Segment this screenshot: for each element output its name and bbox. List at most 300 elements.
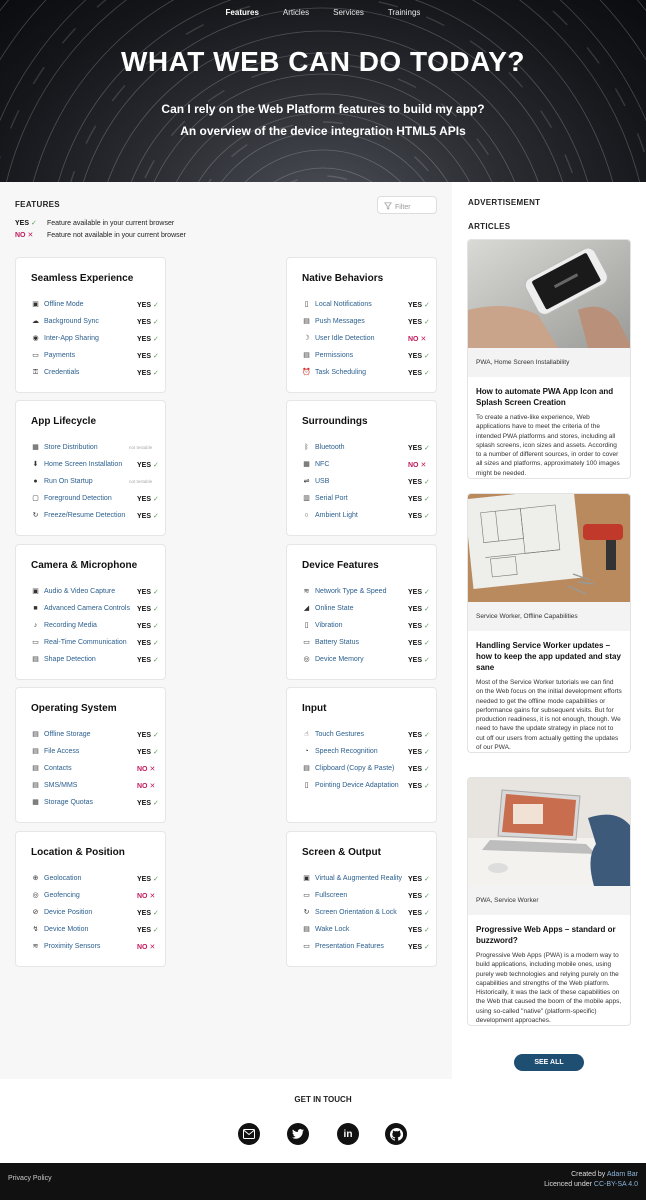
- status-yes: YES ✓: [137, 512, 159, 520]
- github-icon[interactable]: [385, 1123, 407, 1145]
- check-icon: ✓: [423, 318, 430, 326]
- feature-card-title: Device Features: [302, 560, 379, 571]
- sidebar: [452, 182, 646, 1079]
- status-not-testable: not testable: [129, 479, 153, 484]
- article-card[interactable]: [467, 777, 631, 1026]
- feature-card: [15, 831, 166, 967]
- feature-name-link[interactable]: Inter-App Sharing: [44, 335, 99, 342]
- article-excerpt: Most of the Service Worker tutorials we can find on the Web focus on the initial development efforts needed to get the offline mode capabilities or performance gains for subsequent visits. But for production readiness, it is not enough, though. We need to have the update strategy in place not to cut off our users from actually getting the updates of our PWA.: [476, 679, 622, 752]
- feature-name-link[interactable]: SMS/MMS: [44, 782, 78, 789]
- feature-item[interactable]: [302, 600, 430, 617]
- feature-item[interactable]: [302, 490, 430, 507]
- legend-no-text: Feature not available in your current browser: [46, 232, 186, 239]
- nav-services[interactable]: Services: [333, 8, 364, 17]
- check-icon: ✓: [152, 461, 159, 469]
- wifi-icon: ≋: [303, 588, 310, 595]
- nfc-icon: ▦: [303, 461, 310, 468]
- clipboard-icon: ▤: [303, 765, 310, 772]
- status-yes: YES ✓: [137, 495, 159, 503]
- status-yes: YES ✓: [408, 622, 430, 630]
- feature-item[interactable]: [31, 938, 159, 955]
- feature-item[interactable]: [31, 600, 159, 617]
- legend-no-key: NO: [15, 232, 26, 239]
- feature-card: [15, 687, 166, 823]
- feature-name-link[interactable]: Fullscreen: [315, 892, 348, 899]
- credits: [544, 1170, 638, 1190]
- feature-name-link[interactable]: Foreground Detection: [44, 495, 112, 502]
- feature-name-link[interactable]: Store Distribution: [44, 444, 98, 451]
- feature-item[interactable]: [302, 938, 430, 955]
- battery-icon: ▭: [303, 639, 310, 646]
- status-yes: YES ✓: [408, 478, 430, 486]
- status-yes: YES ✓: [137, 799, 159, 807]
- feature-item[interactable]: [31, 439, 159, 456]
- check-icon: ✓: [423, 605, 430, 613]
- features-section: [0, 182, 452, 1079]
- share-icon: ◉: [32, 335, 39, 342]
- status-yes: YES ✓: [408, 605, 430, 613]
- feature-card: [286, 831, 437, 967]
- rotate-icon: ↻: [303, 909, 310, 916]
- feature-name-link[interactable]: Run On Startup: [44, 478, 93, 485]
- feature-item[interactable]: [31, 777, 159, 794]
- feature-name-link[interactable]: Shape Detection: [44, 656, 96, 663]
- feature-name-link[interactable]: NFC: [315, 461, 330, 468]
- feature-name-link[interactable]: Virtual & Augmented Reality: [315, 875, 403, 882]
- check-icon: ✓: [152, 318, 159, 326]
- status-yes: YES ✓: [408, 926, 430, 934]
- legend-yes: [15, 219, 174, 227]
- article-image-phone: [468, 240, 631, 348]
- compass-icon: ⊘: [32, 909, 39, 916]
- check-icon: ✓: [423, 765, 430, 773]
- feature-item[interactable]: [302, 296, 430, 313]
- feature-item[interactable]: [302, 364, 430, 381]
- feature-item[interactable]: [302, 473, 430, 490]
- feature-item[interactable]: [302, 760, 430, 777]
- status-yes: YES ✓: [137, 318, 159, 326]
- feature-name-link[interactable]: Geolocation: [44, 875, 82, 882]
- feature-name-link[interactable]: Vibration: [315, 622, 343, 629]
- feature-item[interactable]: [31, 794, 159, 811]
- feature-item[interactable]: [302, 313, 430, 330]
- moon-icon: ☽: [303, 335, 310, 342]
- feature-list: [302, 296, 430, 381]
- feature-item[interactable]: [31, 651, 159, 668]
- status-yes: YES ✓: [137, 352, 159, 360]
- monitor-icon: ▭: [32, 639, 39, 646]
- feature-item[interactable]: [31, 296, 159, 313]
- top-nav: [0, 8, 646, 17]
- feature-name-link[interactable]: Network Type & Speed: [315, 588, 387, 595]
- check-icon: ✓: [423, 444, 430, 452]
- article-excerpt: To create a native-like experience, Web applications have to meet the criteria of the intended PWA platforms and stores, including all splash screens, icon sizes and assets. According to a number of different sources, in order to cover all sizes and platforms, approximately 100 images might be needed.: [476, 414, 620, 477]
- feature-name-link[interactable]: Bluetooth: [315, 444, 345, 451]
- feature-name-link[interactable]: User Idle Detection: [315, 335, 375, 342]
- feature-card-title: App Lifecycle: [31, 416, 97, 427]
- feature-item[interactable]: [302, 870, 430, 887]
- check-icon: ✓: [152, 301, 159, 309]
- feature-card: [15, 544, 166, 680]
- feature-item[interactable]: [302, 507, 430, 524]
- licence-label: Licenced under: [544, 1181, 592, 1188]
- microphone-icon: ♪: [33, 622, 38, 629]
- check-icon: ✓: [423, 301, 430, 309]
- feature-item[interactable]: [302, 743, 430, 760]
- check-icon: ✓: [423, 782, 430, 790]
- feature-item[interactable]: [302, 726, 430, 743]
- feature-name-link[interactable]: Storage Quotas: [44, 799, 94, 806]
- status-yes: YES ✓: [408, 444, 430, 452]
- usb-icon: ⇌: [303, 478, 310, 485]
- quota-icon: ▦: [32, 799, 39, 806]
- check-icon: ✓: [423, 926, 430, 934]
- power-icon: ●: [33, 478, 38, 485]
- feature-name-link[interactable]: Recording Media: [44, 622, 97, 629]
- filter-icon: [384, 202, 392, 212]
- see-all-button[interactable]: SEE ALL: [514, 1054, 584, 1071]
- feature-list: [31, 726, 159, 811]
- created-by-label: Created by: [571, 1171, 606, 1178]
- licence-link[interactable]: CC-BY-SA 4.0: [593, 1181, 638, 1188]
- check-icon: ✓: [423, 656, 430, 664]
- status-no: NO ✕: [408, 335, 427, 343]
- check-icon: ✓: [423, 909, 430, 917]
- feature-name-link[interactable]: Touch Gestures: [315, 731, 365, 738]
- feature-card-title: Location & Position: [31, 847, 125, 858]
- feature-name-link[interactable]: Pointing Device Adaptation: [315, 782, 399, 789]
- feature-name-link[interactable]: Payments: [44, 352, 76, 359]
- status-yes: YES ✓: [408, 748, 430, 756]
- check-icon: ✓: [423, 875, 430, 883]
- feature-item[interactable]: [302, 583, 430, 600]
- feature-name-link[interactable]: Advanced Camera Controls: [44, 605, 130, 612]
- status-yes: YES ✓: [137, 875, 159, 883]
- vibration-icon: ▯: [304, 622, 309, 629]
- nav-trainings[interactable]: Trainings: [387, 8, 421, 17]
- check-icon: ✓: [152, 622, 159, 630]
- feature-item[interactable]: [31, 313, 159, 330]
- status-yes: YES ✓: [137, 369, 159, 377]
- article-tag: Service Worker, Offline Capabilities: [468, 602, 630, 631]
- feature-item[interactable]: [31, 330, 159, 347]
- feature-name-link[interactable]: Offline Mode: [44, 301, 84, 308]
- fullscreen-icon: ▭: [303, 892, 310, 899]
- feature-list: [302, 583, 430, 668]
- check-icon: ✓: [423, 639, 430, 647]
- feature-item[interactable]: [302, 777, 430, 794]
- article-tag: PWA, Service Worker: [468, 886, 630, 915]
- status-no: NO ✕: [137, 943, 156, 951]
- check-icon: ✓: [152, 605, 159, 613]
- feature-name-link[interactable]: Device Position: [44, 909, 93, 916]
- nav-articles[interactable]: Articles: [282, 8, 310, 17]
- check-icon: ✓: [152, 639, 159, 647]
- feature-name-link[interactable]: Push Messages: [315, 318, 365, 325]
- cross-icon: ✕: [27, 232, 34, 239]
- cross-icon: ✕: [149, 765, 156, 773]
- feature-list: [302, 439, 430, 524]
- author-link[interactable]: Adam Bar: [606, 1171, 638, 1178]
- feature-card: [286, 687, 437, 823]
- status-yes: YES ✓: [137, 909, 159, 917]
- feature-list: [302, 870, 430, 955]
- status-yes: YES ✓: [408, 318, 430, 326]
- cross-icon: ✕: [149, 943, 156, 951]
- check-icon: ✓: [152, 799, 159, 807]
- feature-list: [302, 726, 430, 794]
- status-yes: YES ✓: [137, 588, 159, 596]
- legend-no: [15, 231, 186, 239]
- cross-icon: ✕: [420, 461, 427, 469]
- feature-name-link[interactable]: Speech Recognition: [315, 748, 378, 755]
- status-yes: YES ✓: [137, 731, 159, 739]
- hero-subtitle-2: An overview of the device integration HTML5 APIs: [180, 124, 466, 138]
- check-icon: ✓: [423, 748, 430, 756]
- feature-name-link[interactable]: File Access: [44, 748, 80, 755]
- feature-list: [31, 583, 159, 668]
- lock-icon: ▤: [303, 926, 310, 933]
- feature-item[interactable]: [31, 870, 159, 887]
- credit-card-icon: ▭: [32, 352, 39, 359]
- hand-icon: ☝: [304, 731, 309, 738]
- check-icon: ✓: [30, 220, 37, 227]
- feature-item[interactable]: [302, 887, 430, 904]
- email-icon[interactable]: [238, 1123, 260, 1145]
- status-yes: YES ✓: [137, 301, 159, 309]
- speech-icon: ◔: [304, 748, 309, 755]
- status-yes: YES ✓: [408, 588, 430, 596]
- feature-list: [31, 870, 159, 955]
- feature-name-link[interactable]: Freeze/Resume Detection: [44, 512, 126, 519]
- article-excerpt: Progressive Web Apps (PWA) is a modern way to build applications, including mobile ones, using purely web technologies and relying purely on the capabilities and strengths of the Web platform. Historically, it was the lack of these capabilities on the Web that caused the boom of the mobile apps, using so-called "native" (platform-specific) development approaches.: [476, 952, 622, 1025]
- feature-name-link[interactable]: Offline Storage: [44, 731, 91, 738]
- feature-item[interactable]: [302, 347, 430, 364]
- status-not-testable: not testable: [129, 445, 153, 450]
- contacts-icon: ▤: [32, 765, 39, 772]
- feature-card: [286, 544, 437, 680]
- check-icon: ✓: [423, 731, 430, 739]
- signal-icon: ◢: [303, 605, 310, 612]
- feature-name-link[interactable]: Background Sync: [44, 318, 99, 325]
- check-icon: ✓: [423, 588, 430, 596]
- linkedin-icon[interactable]: in: [337, 1123, 359, 1145]
- feature-name-link[interactable]: Permissions: [315, 352, 354, 359]
- feature-name-link[interactable]: Geofencing: [44, 892, 80, 899]
- check-icon: ✓: [152, 352, 159, 360]
- hero-banner: [0, 0, 646, 182]
- feature-name-link[interactable]: Clipboard (Copy & Paste): [315, 765, 395, 772]
- feature-item[interactable]: [31, 617, 159, 634]
- filter-placeholder: Filter: [395, 203, 411, 211]
- feature-name-link[interactable]: Online State: [315, 605, 354, 612]
- feature-name-link[interactable]: Device Motion: [44, 926, 89, 933]
- message-icon: ▤: [303, 318, 310, 325]
- crosshair-icon: ⊕: [32, 875, 39, 882]
- feature-name-link[interactable]: Credentials: [44, 369, 80, 376]
- feature-name-link[interactable]: Home Screen Installation: [44, 461, 123, 468]
- feature-item[interactable]: [302, 904, 430, 921]
- feature-item[interactable]: [302, 617, 430, 634]
- feature-name-link[interactable]: Battery Status: [315, 639, 359, 646]
- feature-name-link[interactable]: Presentation Features: [315, 943, 384, 950]
- feature-card: [286, 257, 437, 393]
- feature-name-link[interactable]: Serial Port: [315, 495, 348, 502]
- bluetooth-icon: ᛒ: [304, 444, 309, 451]
- article-card[interactable]: [467, 239, 631, 479]
- status-yes: YES ✓: [408, 892, 430, 900]
- proximity-icon: ≋: [32, 943, 39, 950]
- memory-icon: ◎: [303, 656, 310, 663]
- feature-item[interactable]: [302, 921, 430, 938]
- feature-card-title: Native Behaviors: [302, 273, 384, 284]
- check-icon: ✓: [423, 369, 430, 377]
- feature-item[interactable]: [31, 921, 159, 938]
- hero-subtitle: Can I rely on the Web Platform features to build my app?: [161, 102, 485, 116]
- window-icon: ▢: [32, 495, 39, 502]
- article-tag: PWA, Home Screen Installability: [468, 348, 630, 377]
- feature-name-link[interactable]: Audio & Video Capture: [44, 588, 116, 595]
- cross-icon: ✕: [149, 782, 156, 790]
- twitter-icon[interactable]: [287, 1123, 309, 1145]
- cross-icon: ✕: [149, 892, 156, 900]
- status-no: NO ✕: [137, 892, 156, 900]
- feature-list: [31, 439, 159, 524]
- feature-name-link[interactable]: Local Notifications: [315, 301, 372, 308]
- article-image-blueprint: [468, 494, 631, 602]
- status-yes: YES ✓: [137, 926, 159, 934]
- status-yes: YES ✓: [408, 495, 430, 503]
- feature-item[interactable]: [31, 347, 159, 364]
- check-icon: ✓: [423, 352, 430, 360]
- status-yes: YES ✓: [137, 461, 159, 469]
- status-yes: YES ✓: [408, 369, 430, 377]
- feature-name-link[interactable]: Device Memory: [315, 656, 364, 663]
- geofence-icon: ◎: [32, 892, 39, 899]
- article-image-laptop: [468, 778, 631, 886]
- feature-item[interactable]: [302, 439, 430, 456]
- check-icon: ✓: [423, 478, 430, 486]
- check-icon: ✓: [423, 512, 430, 520]
- status-yes: YES ✓: [408, 656, 430, 664]
- alarm-icon: ⏰: [302, 369, 311, 376]
- check-icon: ✓: [152, 926, 159, 934]
- filter-input[interactable]: [377, 196, 437, 214]
- camera-icon: ▣: [32, 588, 39, 595]
- feature-item[interactable]: [31, 634, 159, 651]
- check-icon: ✓: [152, 369, 159, 377]
- feature-item[interactable]: [302, 651, 430, 668]
- check-icon: ✓: [152, 731, 159, 739]
- download-icon: ⬇: [32, 461, 39, 468]
- feature-name-link[interactable]: Wake Lock: [315, 926, 350, 933]
- feature-item[interactable]: [31, 726, 159, 743]
- star-trails-background: [0, 0, 646, 182]
- check-icon: ✓: [152, 909, 159, 917]
- check-icon: ✓: [152, 875, 159, 883]
- feature-item[interactable]: [31, 364, 159, 381]
- feature-item[interactable]: [31, 904, 159, 921]
- feature-card-title: Seamless Experience: [31, 273, 134, 284]
- video-camera-icon: ■: [33, 605, 38, 612]
- feature-name-link[interactable]: Screen Orientation & Lock: [315, 909, 397, 916]
- status-yes: YES ✓: [408, 639, 430, 647]
- article-title[interactable]: Handling Service Worker updates – how to keep the app updated and stay sane: [476, 641, 621, 672]
- motion-icon: ↯: [32, 926, 39, 933]
- feature-item[interactable]: [31, 507, 159, 524]
- status-yes: YES ✓: [408, 875, 430, 883]
- feature-name-link[interactable]: Task Scheduling: [315, 369, 366, 376]
- status-no: NO ✕: [137, 765, 156, 773]
- feature-item[interactable]: [31, 473, 159, 490]
- feature-name-link[interactable]: Proximity Sensors: [44, 943, 101, 950]
- feature-item[interactable]: [31, 760, 159, 777]
- check-icon: ✓: [152, 512, 159, 520]
- article-card[interactable]: [467, 493, 631, 753]
- feature-item[interactable]: [302, 330, 430, 347]
- advertisement-heading: ADVERTISEMENT: [468, 198, 541, 207]
- mouse-icon: ▯: [304, 782, 309, 789]
- article-title[interactable]: Progressive Web Apps – standard or buzzword?: [476, 925, 616, 945]
- check-icon: ✓: [423, 622, 430, 630]
- feature-item[interactable]: [31, 583, 159, 600]
- feature-item[interactable]: [302, 456, 430, 473]
- check-icon: ✓: [423, 943, 430, 951]
- feature-card: [286, 400, 437, 536]
- database-icon: ▣: [32, 301, 39, 308]
- feature-name-link[interactable]: USB: [315, 478, 330, 485]
- check-icon: ✓: [152, 335, 159, 343]
- feature-name-link[interactable]: Real-Time Communication: [44, 639, 127, 646]
- legend-yes-text: Feature available in your current browser: [46, 220, 175, 227]
- refresh-icon: ↻: [32, 512, 39, 519]
- feature-card-title: Input: [302, 703, 327, 714]
- privacy-policy-link[interactable]: Privacy Policy: [8, 1175, 52, 1182]
- status-yes: YES ✓: [408, 512, 430, 520]
- feature-card-title: Surroundings: [302, 416, 368, 427]
- feature-card-title: Screen & Output: [302, 847, 381, 858]
- status-yes: YES ✓: [137, 605, 159, 613]
- vr-icon: ▣: [303, 875, 310, 882]
- feature-name-link[interactable]: Ambient Light: [315, 512, 358, 519]
- features-heading: FEATURES: [15, 200, 60, 209]
- store-icon: ▦: [32, 444, 39, 451]
- feature-card-title: Operating System: [31, 703, 117, 714]
- sms-icon: ▤: [32, 782, 39, 789]
- status-yes: YES ✓: [137, 656, 159, 664]
- feature-name-link[interactable]: Contacts: [44, 765, 72, 772]
- shapes-icon: ▤: [32, 656, 39, 663]
- phone-icon: ▯: [304, 301, 309, 308]
- contact-heading: GET IN TOUCH: [294, 1095, 352, 1104]
- feature-item[interactable]: [31, 456, 159, 473]
- feature-item[interactable]: [31, 887, 159, 904]
- status-yes: YES ✓: [137, 639, 159, 647]
- status-yes: YES ✓: [137, 622, 159, 630]
- check-icon: ✓: [152, 588, 159, 596]
- feature-item[interactable]: [31, 490, 159, 507]
- status-yes: YES ✓: [137, 748, 159, 756]
- nav-features[interactable]: Features: [225, 8, 259, 17]
- footer: [0, 1163, 646, 1200]
- feature-card: [15, 400, 166, 536]
- feature-list: [31, 296, 159, 381]
- cross-icon: ✕: [420, 335, 427, 343]
- feature-item[interactable]: [31, 743, 159, 760]
- article-title[interactable]: How to automate PWA App Icon and Splash Screen Creation: [476, 387, 614, 407]
- feature-item[interactable]: [302, 634, 430, 651]
- storage-icon: ▤: [32, 731, 39, 738]
